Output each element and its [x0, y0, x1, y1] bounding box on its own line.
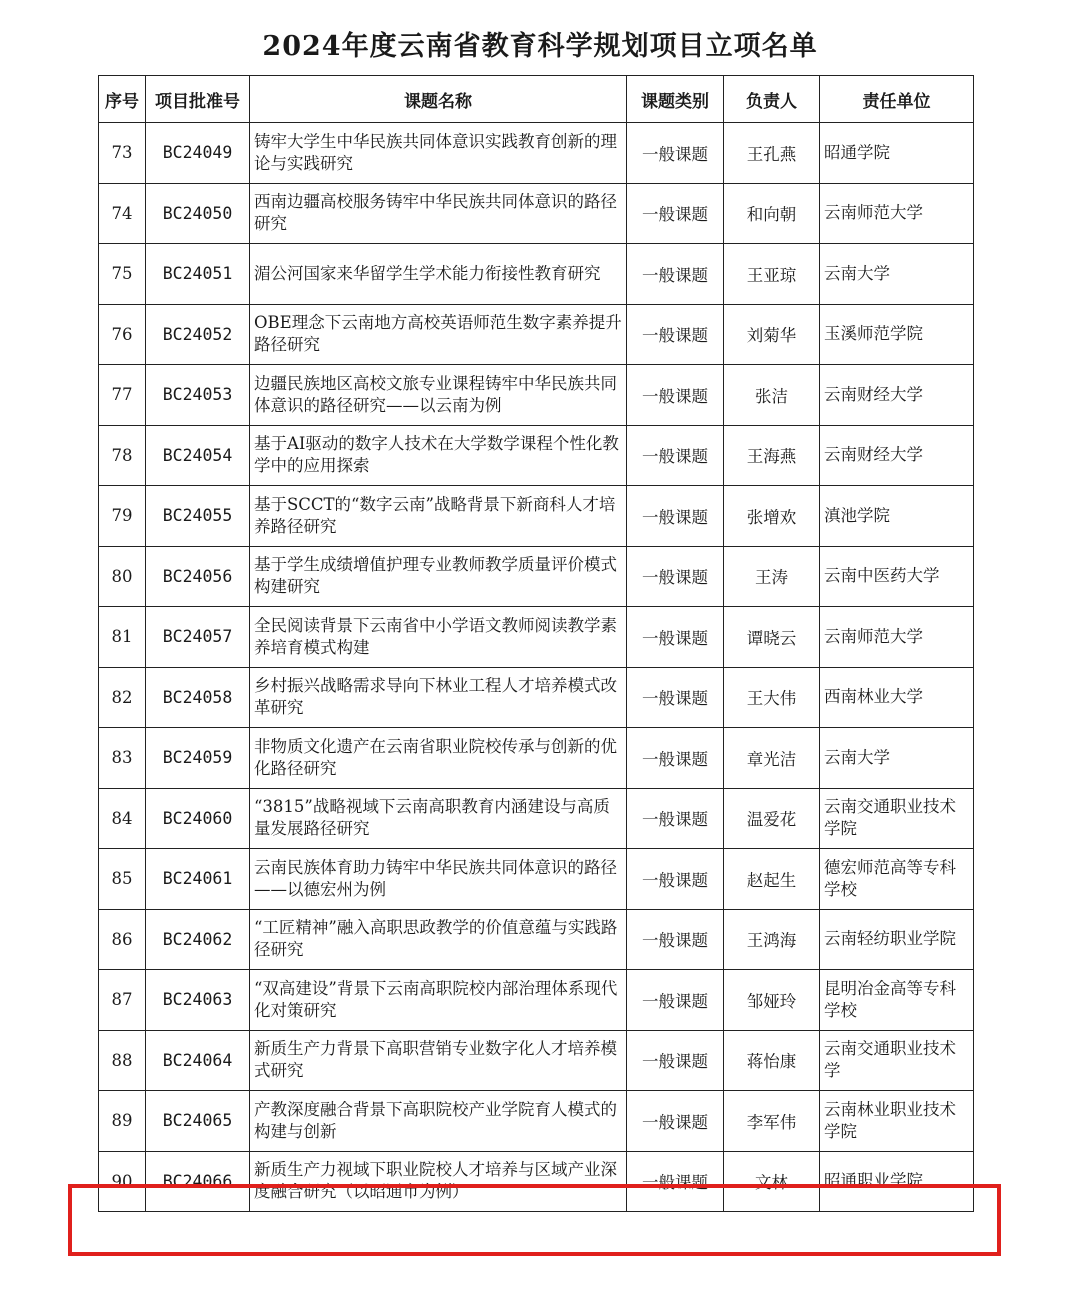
cell-person: 王海燕: [724, 425, 820, 486]
cell-code: BC24055: [146, 486, 250, 547]
cell-no: 77: [99, 365, 146, 426]
cell-no: 76: [99, 304, 146, 365]
highlight-box: [68, 1184, 1001, 1256]
cell-code: BC24054: [146, 425, 250, 486]
table-row: [99, 304, 974, 365]
cell-category: 一般课题: [627, 970, 724, 1031]
cell-no: 80: [99, 546, 146, 607]
cell-person: 王鸿海: [724, 909, 820, 970]
table-row: [99, 1091, 974, 1152]
cell-topic: 西南边疆高校服务铸牢中华民族共同体意识的路径研究: [250, 183, 627, 244]
cell-unit: 昭通职业学院: [820, 1151, 974, 1212]
table-row: [99, 788, 974, 849]
cell-person: 张洁: [724, 365, 820, 426]
cell-no: 85: [99, 849, 146, 910]
cell-category: 一般课题: [627, 123, 724, 184]
cell-person: 张增欢: [724, 486, 820, 547]
cell-no: 81: [99, 607, 146, 668]
cell-topic: 基于SCCT的“数字云南”战略背景下新商科人才培养路径研究: [250, 486, 627, 547]
cell-person: 邹娅玲: [724, 970, 820, 1031]
cell-no: 82: [99, 667, 146, 728]
cell-code: BC24056: [146, 546, 250, 607]
cell-person: 刘菊华: [724, 304, 820, 365]
cell-topic: 新质生产力视域下职业院校人才培养与区域产业深度融合研究（以昭通市为例）: [250, 1151, 627, 1212]
cell-no: 86: [99, 909, 146, 970]
table-row: [99, 728, 974, 789]
project-list-table: [98, 75, 974, 1212]
table-row: [99, 244, 974, 305]
cell-unit: 云南交通职业技术学院: [820, 788, 974, 849]
cell-topic: “双高建设”背景下云南高职院校内部治理体系现代化对策研究: [250, 970, 627, 1031]
cell-unit: 昭通学院: [820, 123, 974, 184]
cell-topic: 湄公河国家来华留学生学术能力衔接性教育研究: [250, 244, 627, 305]
cell-topic: “3815”战略视域下云南高职教育内涵建设与高质量发展路径研究: [250, 788, 627, 849]
cell-topic: OBE理念下云南地方高校英语师范生数字素养提升路径研究: [250, 304, 627, 365]
table-row: [99, 667, 974, 728]
cell-unit: 云南财经大学: [820, 425, 974, 486]
table-row: [99, 123, 974, 184]
cell-person: 温爱花: [724, 788, 820, 849]
table-row: [99, 486, 974, 547]
cell-category: 一般课题: [627, 607, 724, 668]
header-no: 序号: [99, 76, 146, 123]
table-row: [99, 849, 974, 910]
cell-category: 一般课题: [627, 546, 724, 607]
cell-person: 王孔燕: [724, 123, 820, 184]
cell-topic: 新质生产力背景下高职营销专业数字化人才培养模式研究: [250, 1030, 627, 1091]
cell-topic: 云南民族体育助力铸牢中华民族共同体意识的路径——以德宏州为例: [250, 849, 627, 910]
cell-unit: 云南财经大学: [820, 365, 974, 426]
cell-category: 一般课题: [627, 486, 724, 547]
table-row: [99, 365, 974, 426]
cell-category: 一般课题: [627, 304, 724, 365]
cell-code: BC24061: [146, 849, 250, 910]
cell-topic: 产教深度融合背景下高职院校产业学院育人模式的构建与创新: [250, 1091, 627, 1152]
cell-no: 73: [99, 123, 146, 184]
cell-category: 一般课题: [627, 244, 724, 305]
cell-category: 一般课题: [627, 849, 724, 910]
cell-unit: 云南轻纺职业学院: [820, 909, 974, 970]
cell-no: 87: [99, 970, 146, 1031]
cell-code: BC24049: [146, 123, 250, 184]
table-row: [99, 183, 974, 244]
header-topic: 课题名称: [250, 76, 627, 123]
cell-code: BC24060: [146, 788, 250, 849]
cell-code: BC24065: [146, 1091, 250, 1152]
cell-topic: 铸牢大学生中华民族共同体意识实践教育创新的理论与实践研究: [250, 123, 627, 184]
cell-code: BC24051: [146, 244, 250, 305]
header-category: 课题类别: [627, 76, 724, 123]
cell-category: 一般课题: [627, 728, 724, 789]
cell-category: 一般课题: [627, 1091, 724, 1152]
cell-topic: 乡村振兴战略需求导向下林业工程人才培养模式改革研究: [250, 667, 627, 728]
cell-topic: 非物质文化遗产在云南省职业院校传承与创新的优化路径研究: [250, 728, 627, 789]
cell-category: 一般课题: [627, 909, 724, 970]
cell-person: 李军伟: [724, 1091, 820, 1152]
cell-person: 王大伟: [724, 667, 820, 728]
cell-unit: 云南师范大学: [820, 607, 974, 668]
cell-code: BC24059: [146, 728, 250, 789]
cell-unit: 滇池学院: [820, 486, 974, 547]
cell-category: 一般课题: [627, 1151, 724, 1212]
cell-category: 一般课题: [627, 1030, 724, 1091]
cell-category: 一般课题: [627, 183, 724, 244]
table-row: [99, 970, 974, 1031]
cell-person: 章光洁: [724, 728, 820, 789]
cell-category: 一般课题: [627, 788, 724, 849]
cell-code: BC24052: [146, 304, 250, 365]
cell-unit: 云南大学: [820, 244, 974, 305]
cell-topic: 边疆民族地区高校文旅专业课程铸牢中华民族共同体意识的路径研究——以云南为例: [250, 365, 627, 426]
cell-person: 王涛: [724, 546, 820, 607]
cell-person: 谭晓云: [724, 607, 820, 668]
cell-no: 79: [99, 486, 146, 547]
cell-person: 文林: [724, 1151, 820, 1212]
table-header-row: [99, 76, 974, 123]
cell-topic: 基于学生成绩增值护理专业教师教学质量评价模式构建研究: [250, 546, 627, 607]
cell-no: 90: [99, 1151, 146, 1212]
cell-unit: 云南师范大学: [820, 183, 974, 244]
cell-topic: “工匠精神”融入高职思政教学的价值意蕴与实践路径研究: [250, 909, 627, 970]
cell-unit: 德宏师范高等专科学校: [820, 849, 974, 910]
cell-no: 84: [99, 788, 146, 849]
cell-no: 83: [99, 728, 146, 789]
table-row: [99, 425, 974, 486]
table-row: [99, 607, 974, 668]
header-unit: 责任单位: [820, 76, 974, 123]
cell-code: BC24064: [146, 1030, 250, 1091]
cell-no: 89: [99, 1091, 146, 1152]
cell-topic: 全民阅读背景下云南省中小学语文教师阅读教学素养培育模式构建: [250, 607, 627, 668]
cell-topic: 基于AI驱动的数字人技术在大学数学课程个性化教学中的应用探索: [250, 425, 627, 486]
cell-unit: 西南林业大学: [820, 667, 974, 728]
table-row: [99, 1030, 974, 1091]
cell-code: BC24062: [146, 909, 250, 970]
cell-person: 蒋怡康: [724, 1030, 820, 1091]
cell-no: 88: [99, 1030, 146, 1091]
cell-person: 赵起生: [724, 849, 820, 910]
cell-unit: 云南林业职业技术学院: [820, 1091, 974, 1152]
cell-code: BC24050: [146, 183, 250, 244]
cell-code: BC24066: [146, 1151, 250, 1212]
table-row: [99, 546, 974, 607]
cell-no: 78: [99, 425, 146, 486]
cell-category: 一般课题: [627, 365, 724, 426]
cell-unit: 云南交通职业技术学: [820, 1030, 974, 1091]
cell-person: 王亚琼: [724, 244, 820, 305]
cell-no: 74: [99, 183, 146, 244]
document-title: 2024年度云南省教育科学规划项目立项名单: [262, 31, 818, 62]
cell-unit: 昆明冶金高等专科学校: [820, 970, 974, 1031]
cell-no: 75: [99, 244, 146, 305]
cell-unit: 云南中医药大学: [820, 546, 974, 607]
cell-person: 和向朝: [724, 183, 820, 244]
cell-category: 一般课题: [627, 425, 724, 486]
cell-unit: 玉溪师范学院: [820, 304, 974, 365]
header-code: 项目批准号: [146, 76, 250, 123]
cell-code: BC24057: [146, 607, 250, 668]
cell-code: BC24058: [146, 667, 250, 728]
cell-code: BC24053: [146, 365, 250, 426]
table-row: [99, 909, 974, 970]
cell-code: BC24063: [146, 970, 250, 1031]
cell-unit: 云南大学: [820, 728, 974, 789]
header-person: 负责人: [724, 76, 820, 123]
cell-category: 一般课题: [627, 667, 724, 728]
